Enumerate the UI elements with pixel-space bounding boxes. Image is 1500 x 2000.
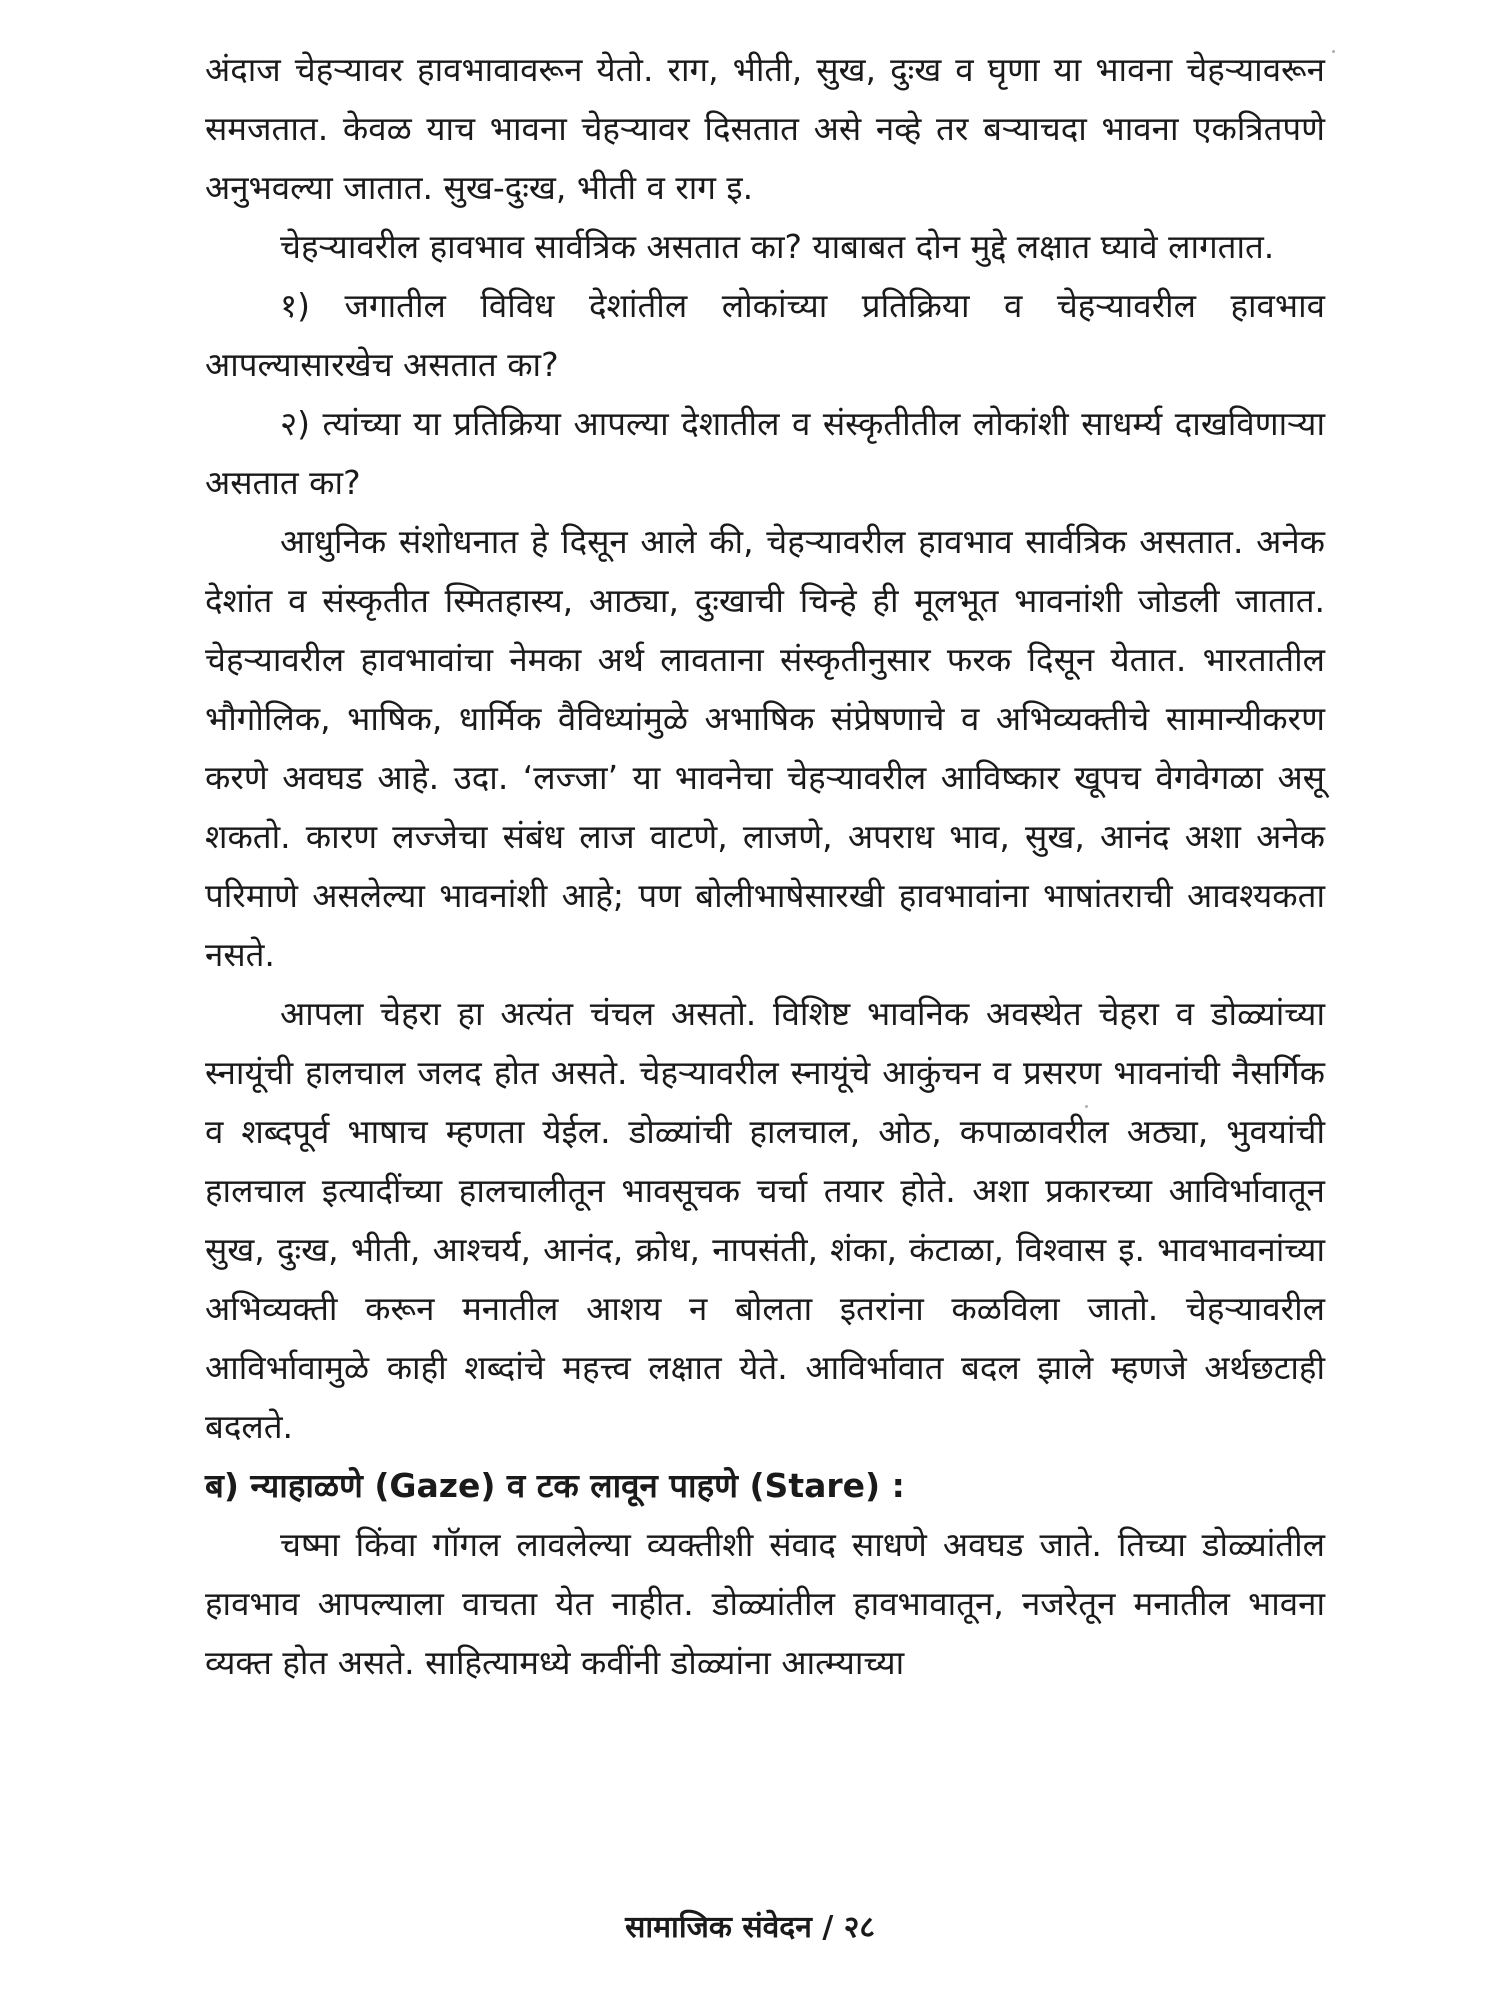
paragraph-gaze: चष्मा किंवा गॉगल लावलेल्या व्यक्तीशी संवाद साधणे अवघड जाते. तिच्या डोळ्यांतील हावभाव आपल्याला वाचता येत नाहीत. डोळ्यांतील हावभावातून, नजरेतून मनातील भावना व्यक्त होत असते. साहित्यामध्ये कवींनी डोळ्यांना आत्म्याच्या bbox=[205, 1525, 1325, 1682]
section-heading: ब) न्याहाळणे (Gaze) व टक लावून पाहणे (Stare) : bbox=[205, 1466, 905, 1505]
scan-speck bbox=[1085, 1105, 1088, 1108]
page-footer: सामाजिक संवेदन / २८ bbox=[625, 1910, 875, 1945]
paragraph-face: आपला चेहरा हा अत्यंत चंचल असतो. विशिष्ट भावनिक अवस्थेत चेहरा व डोळ्यांच्या स्नायूंची हालचाल जलद होत असते. चेहऱ्यावरील स्नायूंचे आकुंचन व प्रसरण भावनांची नैसर्गिक व शब्दपूर्व भाषाच म्हणता येईल. डोळ्यांची हालचाल, ओठ, कपाळावरील अठ्या, भुवयांची हालचाल इत्यादींच्या हालचालीतून भावसूचक चर्चा तयार होते. अशा प्रकारच्या आविर्भावातून सुख, दुःख, भीती, आश्चर्य, आनंद, क्रोध, नापसंती, शंका, कंटाळा, विश्वास इ. भावभावनांच्या अभिव्यक्ती करून मनातील आशय न बोलता इतरांना कळविला जातो. चेहऱ्यावरील आविर्भावामुळे काही शब्दांचे महत्त्व लक्षात येते. आविर्भावात बदल झाले म्हणजे अर्थछटाही बदलते. bbox=[205, 994, 1325, 1446]
paragraph-point-2: २) त्यांच्या या प्रतिक्रिया आपल्या देशातील व संस्कृतीतील लोकांशी साधर्म्य दाखविणाऱ्या असतात का? bbox=[205, 404, 1325, 502]
paragraph-research: आधुनिक संशोधनात हे दिसून आले की, चेहऱ्यावरील हावभाव सार्वत्रिक असतात. अनेक देशांत व संस्कृतीत स्मितहास्य, आठ्या, दुःखाची चिन्हे ही मूलभूत भावनांशी जोडली जातात. चेहऱ्यावरील हावभावांचा नेमका अर्थ लावताना संस्कृतीनुसार फरक दिसून येतात. भारतातील भौगोलिक, भाषिक, धार्मिक वैविध्यांमुळे अभाषिक संप्रेषणाचे व अभिव्यक्तीचे सामान्यीकरण करणे अवघड आहे. उदा. ‘लज्जा’ या भावनेचा चेहऱ्यावरील आविष्कार खूपच वेगवेगळा असू शकतो. कारण लज्जेचा संबंध लाज वाटणे, लाजणे, अपराध भाव, सुख, आनंद अशा अनेक परिमाणे असलेल्या भावनांशी आहे; पण बोलीभाषेसारखी हावभावांना भाषांतराची आवश्यकता नसते. bbox=[205, 522, 1325, 974]
paragraph-continuation: अंदाज चेहऱ्यावर हावभावावरून येतो. राग, भीती, सुख, दुःख व घृणा या भावना चेहऱ्यावरून समजतात. केवळ याच भावना चेहऱ्यावर दिसतात असे नव्हे तर बऱ्याचदा भावना एकत्रितपणे अनुभवल्या जातात. सुख-दुःख, भीती व राग इ. bbox=[205, 50, 1325, 207]
body-text bbox=[205, 40, 1325, 1692]
paragraph-question: चेहऱ्यावरील हावभाव सार्वत्रिक असतात का? याबाबत दोन मुद्दे लक्षात घ्यावे लागतात. bbox=[280, 227, 1275, 266]
paragraph-point-1: १) जगातील विविध देशांतील लोकांच्या प्रतिक्रिया व चेहऱ्यावरील हावभाव आपल्यासारखेच असतात का? bbox=[205, 286, 1325, 384]
scan-speck bbox=[1332, 50, 1335, 53]
